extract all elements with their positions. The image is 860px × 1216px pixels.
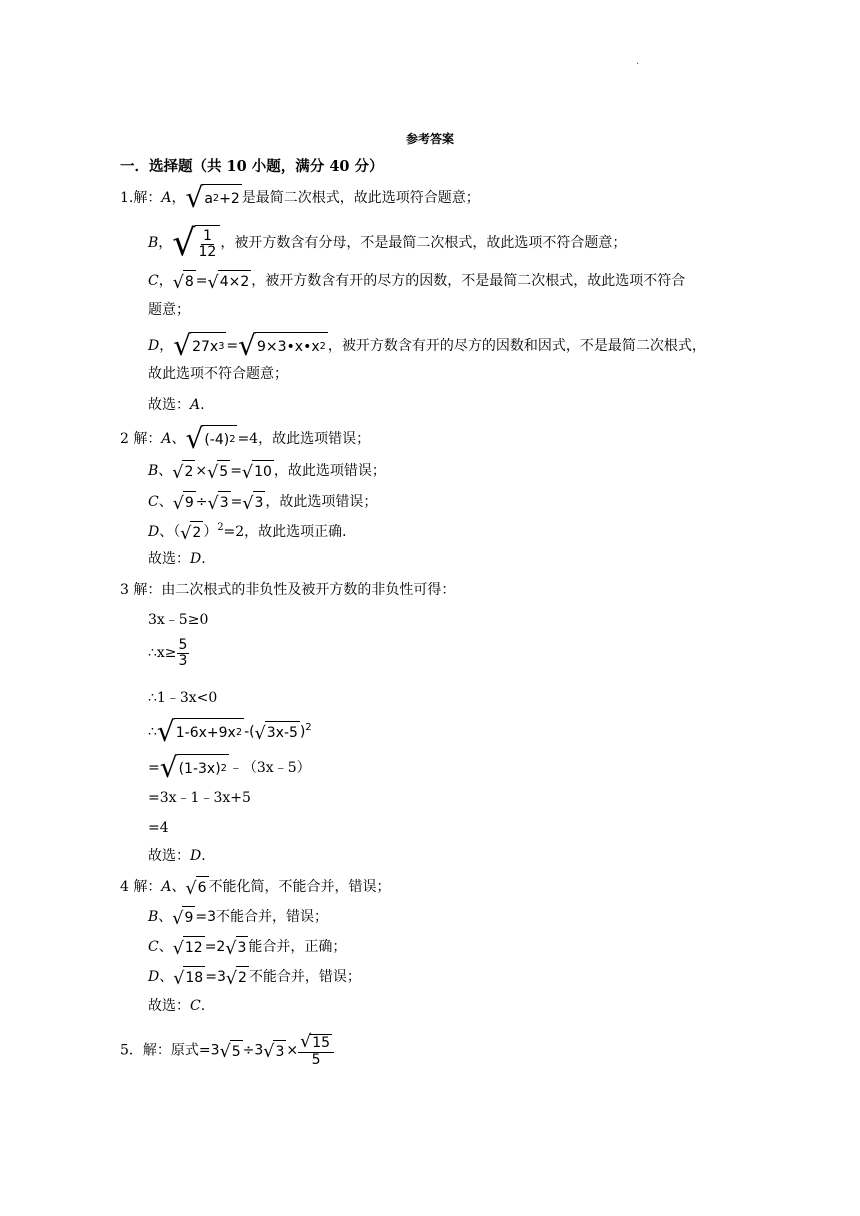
q3-line-1: 3x﹣5≥0 <box>148 612 209 628</box>
q3-line-2: ∴x≥ $\frac{5}{3}$ <box>148 637 188 669</box>
section-heading: 一．选择题（共 10 小题，满分 40 分） <box>120 158 384 175</box>
radical: √ 12 <box>173 936 205 958</box>
q2-line-c: C、 √ 9 ÷ √ 3 = √ 3 ，故此选项错误； <box>148 491 377 513</box>
q4-line-b: B、 √ 9 =3不能合并，错误； <box>148 906 328 928</box>
radical: √ 15 <box>300 1032 331 1052</box>
q4-choice: 故选：C. <box>148 998 206 1014</box>
fraction: √ 15 5 <box>298 1034 334 1067</box>
radical: √ 27x 3 <box>173 329 225 362</box>
radical: √ 5 <box>207 460 230 482</box>
radical: √ 6 <box>185 876 208 898</box>
header-dot: . <box>636 56 640 67</box>
q2-line-b: B、 √ 2 × √ 5 = √ 10 ，故此选项错误； <box>148 460 386 482</box>
q3-lead: 3 解：由二次根式的非负性及被开方数的非负性可得： <box>120 582 456 598</box>
radical: √ 3 <box>263 1040 286 1062</box>
q1-line-a: 1.解：A， √ a 2 +2 是最简二次根式，故此选项符合题意； <box>120 181 480 214</box>
q1-line-c2: 题意； <box>148 302 190 318</box>
radical: √ 9 <box>172 906 195 928</box>
radical: √ 3 <box>208 491 231 513</box>
q3-line-6: =3x﹣1﹣3x+5 <box>148 790 251 806</box>
radical: √ 18 <box>173 966 205 988</box>
radical: √ 9×3•x•x 2 <box>238 329 326 362</box>
radical: √ $\frac{1}{12}$ <box>172 225 220 261</box>
q4-line-d: D、 √ 18 =3 √ 2 不能合并，错误； <box>148 966 361 988</box>
radical: √ 1-6x+9x 2 <box>156 715 243 748</box>
q2-line-a: 2 解：A、 √ (-4) 2 =4，故此选项错误； <box>120 422 371 455</box>
radical: √ a 2 +2 <box>185 181 240 214</box>
q3-line-4: ∴ √ 1-6x+9x 2 -( √ 3x-5 )$^2$ <box>148 715 312 748</box>
radical: √ 3 <box>225 936 248 958</box>
radical: √ 2 <box>172 460 195 482</box>
radical: √ 5 <box>220 1040 243 1062</box>
q2-choice: 故选：D. <box>148 551 206 567</box>
q4-line-a: 4 解：A、 √ 6 不能化简，不能合并，错误； <box>120 876 391 898</box>
radical: √ 10 <box>242 460 274 482</box>
q3-line-3: ∴1﹣3x<0 <box>148 690 218 706</box>
page-title: 参考答案 <box>405 132 454 146</box>
q3-line-7: =4 <box>148 820 169 836</box>
fraction: $\frac{5}{3}$ <box>178 637 188 669</box>
radical: √ 9 <box>173 491 196 513</box>
q1-line-b: B， √ $\frac{1}{12}$ ，被开方数含有分母，不是最简二次根式，故此选项不符合题意； <box>148 221 627 264</box>
q1-line-c: C， √ 8 = √ 4×2 ，被开方数含有开的尽方的因数，不是最简二次根式，故此选项不符合 <box>148 270 685 292</box>
q3-choice: 故选：D. <box>148 848 206 864</box>
q5-line: 5．解：原式=3 √ 5 ÷3 √ 3 × √ 15 5 <box>120 1034 334 1067</box>
q4-line-c: C、 √ 12 =2 √ 3 能合并，正确； <box>148 936 346 958</box>
radical: √ 3 <box>242 491 265 513</box>
q1-choice: 故选：A. <box>148 397 205 413</box>
q2-line-d: D、（ √ 2 ）$^2$=2，故此选项正确． <box>148 522 357 544</box>
q1-line-d2: 故此选项不符合题意； <box>148 366 288 382</box>
radical: √ 8 <box>173 270 196 292</box>
q1-line-d: D， √ 27x 3 = √ 9×3•x•x 2 ，被开方数含有开的尽方的因数和因式，不是最简二次根式， <box>148 329 706 362</box>
radical: √ 3x-5 <box>255 721 300 743</box>
radical: √ 2 <box>226 966 249 988</box>
radical: √ 4×2 <box>208 270 252 292</box>
radical: √ (-4) 2 <box>185 422 236 455</box>
radical: √ (1-3x) 2 <box>159 751 227 784</box>
radical: √ 2 <box>180 521 203 543</box>
q3-line-5: = √ (1-3x) 2 ﹣（3x﹣5） <box>148 751 311 784</box>
